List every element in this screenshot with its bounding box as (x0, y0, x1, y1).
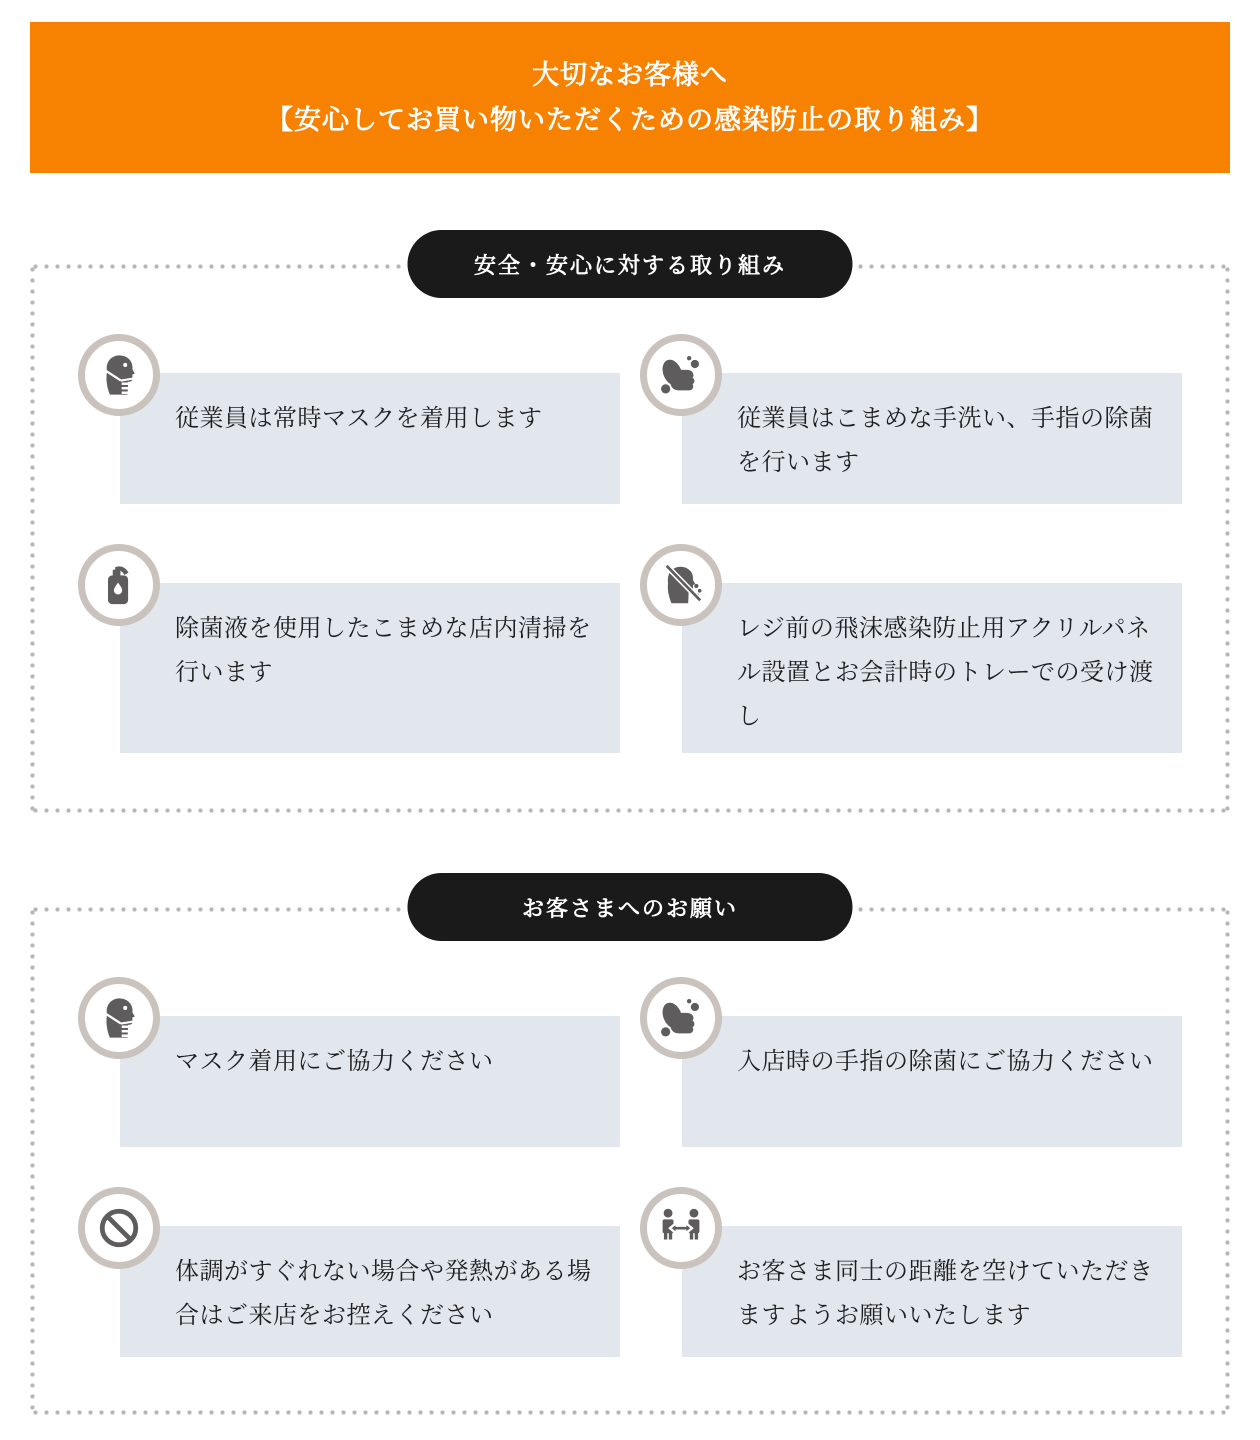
header-title-line1: 大切なお客様へ (532, 59, 728, 90)
mask-face-icon (96, 995, 142, 1041)
list-item (78, 334, 620, 504)
item-text: マスク着用にご協力ください (120, 1016, 620, 1147)
icon-circle (640, 334, 722, 416)
section-title: お客さまへのお願い (521, 895, 738, 921)
icon-circle (78, 977, 160, 1059)
icon-circle (78, 544, 160, 626)
social-distance-icon (658, 1205, 704, 1251)
no-entry-icon (96, 1205, 142, 1251)
mask-face-icon (96, 352, 142, 398)
list-item (78, 544, 620, 753)
hand-washing-icon (658, 352, 704, 398)
icon-circle (640, 544, 722, 626)
droplet-block-icon (658, 562, 704, 608)
item-text: 体調がすぐれない場合や発熱がある場合はご来店をお控えください (120, 1226, 620, 1357)
section-title-pill (408, 873, 853, 941)
section-title-pill (408, 230, 853, 298)
item-text: 従業員は常時マスクを着用します (120, 373, 620, 504)
list-item (78, 977, 620, 1147)
sanitizer-spray-icon (96, 562, 142, 608)
items-grid (78, 334, 1182, 753)
items-grid (78, 977, 1182, 1357)
section-title: 安全・安心に対する取り組み (473, 252, 786, 278)
section-safety-measures (30, 252, 1230, 813)
item-text: お客さま同士の距離を空けていただきますようお願いいたします (682, 1226, 1182, 1357)
item-text: 入店時の手指の除菌にご協力ください (682, 1016, 1182, 1147)
icon-circle (78, 334, 160, 416)
item-text: 従業員はこまめな手洗い、手指の除菌を行います (682, 373, 1182, 504)
header-title-line2: 【安心してお買い物いただくための感染防止の取り組み】 (266, 104, 994, 135)
icon-circle (640, 1187, 722, 1269)
list-item (640, 544, 1182, 753)
item-text: レジ前の飛沫感染防止用アクリルパネル設置とお会計時のトレーでの受け渡し (682, 583, 1182, 753)
icon-circle (640, 977, 722, 1059)
icon-circle (78, 1187, 160, 1269)
list-item (640, 977, 1182, 1147)
item-text: 除菌液を使用したこまめな店内清掃を行います (120, 583, 620, 753)
list-item (78, 1187, 620, 1357)
hand-washing-icon (658, 995, 704, 1041)
list-item (640, 1187, 1182, 1357)
section-customer-requests (30, 895, 1230, 1415)
list-item (640, 334, 1182, 504)
page-header-banner (30, 22, 1230, 173)
